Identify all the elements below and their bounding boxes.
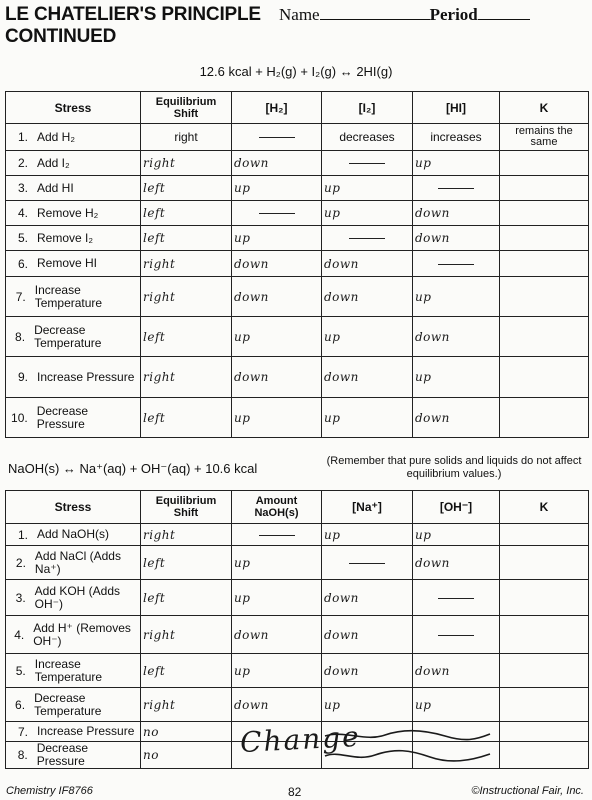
header-h2: [H₂] [232, 92, 322, 124]
table-row [6, 546, 589, 580]
k-cell[interactable] [500, 176, 589, 201]
dash-mark [438, 188, 474, 189]
row-number: 1. [17, 130, 28, 144]
shift-cell[interactable]: left [141, 201, 232, 226]
conc-cell-3[interactable]: up [413, 277, 500, 317]
conc-cell-1[interactable]: up [232, 226, 322, 251]
dash-mark [349, 238, 385, 239]
stress-label: Decrease Temperature [34, 690, 102, 718]
stress-cell [6, 151, 141, 176]
stress-label: Add NaCl (Adds Na⁺) [34, 548, 121, 576]
header-hi: [HI] [413, 92, 500, 124]
header-stress: Stress [6, 92, 141, 124]
equilibrium-note: (Remember that pure solids and liquids do not affect equilibrium values.) [326, 455, 582, 480]
scribble-lines [320, 726, 495, 774]
conc-cell-2[interactable]: down [322, 616, 413, 654]
conc-cell-2[interactable]: up [322, 201, 413, 226]
conc-cell-3[interactable]: down [413, 546, 500, 580]
row-number: 6. [17, 256, 28, 271]
worksheet-title: LE CHATELIER'S PRINCIPLE CONTINUED [5, 4, 261, 47]
shift-cell[interactable]: left [141, 654, 232, 688]
shift-cell[interactable]: right [141, 124, 232, 151]
row-number: 5. [17, 231, 28, 245]
conc-cell-1[interactable]: up [232, 654, 322, 688]
k-cell[interactable] [500, 654, 589, 688]
conc-cell-3[interactable] [413, 616, 500, 654]
dash-mark [438, 264, 474, 265]
k-cell[interactable] [500, 546, 589, 580]
footer-course: Chemistry IF8766 [6, 785, 93, 797]
header-i2: [I₂] [322, 92, 413, 124]
no-change-handwritten: Change [239, 719, 362, 760]
k-cell[interactable] [500, 580, 589, 616]
stress-cell [6, 176, 141, 201]
conc-cell-2[interactable]: up [322, 398, 413, 438]
conc-cell-3[interactable] [413, 580, 500, 616]
row-number: 7. [15, 289, 26, 304]
conc-cell-3[interactable]: up [413, 524, 500, 546]
stress-cell [6, 201, 141, 226]
table-row [6, 151, 589, 176]
header-na: [Na⁺] [322, 491, 413, 524]
conc-cell-3[interactable]: down [413, 317, 500, 357]
conc-cell-1[interactable] [232, 524, 322, 546]
name-period-line [279, 4, 530, 25]
conc-cell-3[interactable] [413, 176, 500, 201]
conc-cell-2[interactable]: down [322, 357, 413, 398]
conc-cell-1[interactable]: down [232, 277, 322, 317]
row-number: 2. [17, 156, 28, 170]
stress-cell [6, 398, 141, 438]
dash-mark [259, 535, 295, 536]
conc-cell-2[interactable]: down [322, 654, 413, 688]
shift-cell[interactable]: left [141, 398, 232, 438]
row-number: 10. [11, 410, 28, 425]
k-cell[interactable] [500, 616, 589, 654]
k-cell[interactable] [500, 688, 589, 722]
stress-label: Add HI [37, 180, 74, 195]
stress-label: Add I₂ [37, 155, 70, 170]
conc-cell-1[interactable]: down [232, 616, 322, 654]
conc-cell-2[interactable] [322, 226, 413, 251]
conc-cell-2[interactable]: down [322, 277, 413, 317]
conc-cell-3[interactable]: increases [413, 124, 500, 151]
stress-label: Decrease Pressure [36, 741, 89, 768]
conc-cell-1[interactable] [232, 124, 322, 151]
shift-cell[interactable]: left [141, 580, 232, 616]
stress-label: Add NaOH(s) [37, 527, 110, 541]
stress-cell [6, 357, 141, 398]
table-row [6, 398, 589, 438]
conc-cell-2[interactable] [322, 546, 413, 580]
k-cell[interactable] [500, 201, 589, 226]
stress-cell [6, 546, 141, 580]
header-shift: Equilibrium Shift [141, 92, 232, 124]
dash-mark [438, 598, 474, 599]
stress-cell [6, 654, 141, 688]
equation-2: NaOH(s) ↔ Na⁺(aq) + OH⁻(aq) + 10.6 kcal [8, 461, 258, 476]
k-cell[interactable] [500, 742, 589, 769]
conc-cell-2[interactable]: decreases [322, 124, 413, 151]
table-row [6, 124, 589, 151]
period-label: Period [429, 5, 478, 24]
dash-mark [349, 163, 385, 164]
conc-cell-2[interactable]: up [322, 176, 413, 201]
table-row [6, 226, 589, 251]
stress-cell [6, 277, 141, 317]
stress-label: Increase Pressure [37, 369, 135, 384]
stress-label: Increase Temperature [34, 656, 103, 684]
table-row [6, 688, 589, 722]
stress-cell [6, 722, 141, 742]
shift-cell[interactable]: right [141, 524, 232, 546]
stress-label: Increase Pressure [37, 724, 135, 738]
row-number: 8. [15, 329, 26, 344]
k-cell[interactable] [500, 151, 589, 176]
shift-cell[interactable]: right [141, 277, 232, 317]
table-row [6, 654, 589, 688]
conc-cell-3[interactable] [413, 251, 500, 277]
k-cell[interactable] [500, 277, 589, 317]
shift-cell[interactable]: right [141, 151, 232, 176]
row-number: 1. [17, 527, 28, 542]
stress-cell [6, 226, 141, 251]
k-cell[interactable] [500, 226, 589, 251]
shift-cell[interactable]: left [141, 226, 232, 251]
dash-mark [349, 563, 385, 564]
conc-cell-1[interactable]: down [232, 357, 322, 398]
row-number: 4. [14, 627, 25, 642]
conc-cell-2[interactable]: up [322, 688, 413, 722]
shift-cell[interactable]: left [141, 317, 232, 357]
header-shift: Equilibrium Shift [141, 491, 232, 524]
conc-cell-1[interactable]: up [232, 580, 322, 616]
conc-cell-1[interactable]: down [232, 151, 322, 176]
stress-label: Add H⁺ (Removes OH⁻) [33, 620, 131, 648]
stress-cell [6, 580, 141, 616]
header-k: K [500, 92, 589, 124]
conc-cell-3[interactable]: down [413, 226, 500, 251]
stress-cell [6, 524, 141, 546]
k-cell[interactable] [500, 357, 589, 398]
stress-cell [6, 251, 141, 277]
table-row [6, 277, 589, 317]
conc-cell-1[interactable]: up [232, 317, 322, 357]
conc-cell-2[interactable] [322, 151, 413, 176]
conc-cell-1[interactable]: up [232, 546, 322, 580]
table-row [6, 176, 589, 201]
row-number: 6. [15, 697, 26, 712]
stress-label: Decrease Pressure [36, 403, 89, 431]
dash-mark [438, 635, 474, 636]
stress-cell [6, 742, 141, 769]
shift-cell[interactable]: no [141, 742, 232, 769]
conc-cell-1[interactable]: up [232, 176, 322, 201]
table-row [6, 580, 589, 616]
table-row [6, 317, 589, 357]
shift-cell[interactable]: right [141, 251, 232, 277]
stress-cell [6, 616, 141, 654]
row-number: 4. [17, 206, 28, 220]
shift-cell[interactable]: left [141, 546, 232, 580]
shift-cell[interactable]: no [141, 722, 232, 742]
k-cell[interactable] [500, 524, 589, 546]
conc-cell-2[interactable]: down [322, 251, 413, 277]
dash-mark [259, 137, 295, 138]
conc-cell-3[interactable]: down [413, 201, 500, 226]
conc-cell-2[interactable]: up [322, 524, 413, 546]
stress-label: Decrease Temperature [34, 322, 102, 350]
conc-cell-1[interactable]: down [232, 251, 322, 277]
header-stress: Stress [6, 491, 141, 524]
k-cell[interactable] [500, 251, 589, 277]
row-number: 3. [17, 181, 28, 195]
stress-label: Remove H₂ [37, 205, 99, 220]
stress-cell [6, 688, 141, 722]
row-number: 5. [15, 663, 26, 678]
k-cell[interactable] [500, 398, 589, 438]
stress-label: Add H₂ [37, 129, 76, 144]
conc-cell-3[interactable]: down [413, 654, 500, 688]
table-1 [5, 91, 589, 438]
conc-cell-3[interactable]: up [413, 151, 500, 176]
k-cell[interactable] [500, 722, 589, 742]
name-label: Name [279, 5, 320, 24]
footer-page-number: 82 [288, 785, 302, 799]
row-number: 8. [17, 748, 28, 762]
table-row [6, 251, 589, 277]
dash-mark [259, 213, 295, 214]
header-amount-naoh: Amount NaOH(s) [232, 491, 322, 524]
stress-cell [6, 317, 141, 357]
table-row [6, 616, 589, 654]
conc-cell-2[interactable]: up [322, 317, 413, 357]
conc-cell-3[interactable]: up [413, 357, 500, 398]
table-row [6, 201, 589, 226]
k-cell[interactable]: remains the same [500, 124, 589, 151]
conc-cell-3[interactable]: down [413, 398, 500, 438]
equation-1: 12.6 kcal + H₂(g) + I₂(g) ↔ 2HI(g) [199, 64, 393, 79]
row-number: 3. [15, 590, 26, 605]
footer-publisher: ©Instructional Fair, Inc. [471, 785, 584, 797]
table-row [6, 524, 589, 546]
header-k: K [500, 491, 589, 524]
shift-cell[interactable]: right [141, 688, 232, 722]
shift-cell[interactable]: right [141, 357, 232, 398]
conc-cell-1[interactable] [232, 201, 322, 226]
conc-cell-2[interactable]: down [322, 580, 413, 616]
row-number: 9. [17, 370, 28, 384]
header-oh: [OH⁻] [413, 491, 500, 524]
shift-cell[interactable]: left [141, 176, 232, 201]
row-number: 2. [15, 555, 26, 570]
conc-cell-1[interactable]: up [232, 398, 322, 438]
conc-cell-1[interactable]: down [232, 688, 322, 722]
stress-label: Add KOH (Adds OH⁻) [34, 583, 121, 611]
stress-label: Remove I₂ [37, 230, 94, 245]
stress-cell [6, 124, 141, 151]
stress-label: Increase Temperature [34, 282, 103, 310]
name-blank[interactable] [320, 4, 430, 20]
k-cell[interactable] [500, 317, 589, 357]
conc-cell-3[interactable]: up [413, 688, 500, 722]
period-blank[interactable] [478, 4, 530, 20]
table-row [6, 357, 589, 398]
row-number: 7. [17, 724, 28, 739]
shift-cell[interactable]: right [141, 616, 232, 654]
stress-label: Remove HI [37, 256, 98, 270]
